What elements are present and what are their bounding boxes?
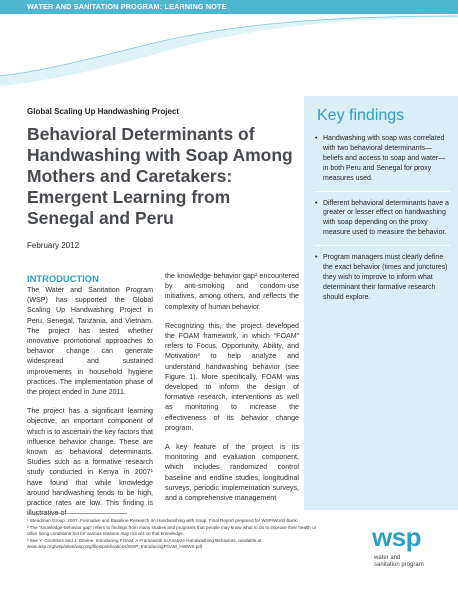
key-finding-divider <box>315 191 450 192</box>
decorative-curve <box>0 14 458 94</box>
footnotes-divider <box>27 513 127 514</box>
wsp-logo <box>370 514 450 584</box>
key-finding-text: Different behavioral determinants have a greater or lesser effect on handwashing with soap depending on the proxy measure used to measure the behavior. <box>323 199 449 237</box>
key-findings-title: Key findings <box>317 107 405 124</box>
bullet-icon: • <box>315 135 318 142</box>
logo-mark: wsp <box>372 522 422 552</box>
footnote-3: ³ See Y. Coombes and J. Devine, Introducing FOAM: A Framework to Analyze Handwashing Behaviors, available at www.wsp.org/wsp/sites/wsp.org/files/publications/WSP_IntroducingFOAM_HWWS.pdf. <box>27 538 262 549</box>
project-subheading: Global Scaling Up Handwashing Project <box>27 107 180 116</box>
introduction-paragraph-2: The project has a significant learning objective, an important component of which is to ascertain the key factors that influence behavior change. These are known as behavioral determinants. Studies such as a formative research study conducted in Kenya in 2007¹ have found that while knowledge around handwashing tends to be high, practice rates are low. This finding is <box>27 407 153 508</box>
logo-tagline-1: water and <box>374 555 401 561</box>
key-finding-item <box>315 134 450 184</box>
footnote-2: ² The “knowledge-behavior gap” refers to findings from many studies and programs that people may know what to do to improve their health or other living conditions but for various reasons may not act on that knowledge. <box>27 525 317 536</box>
column2-paragraph-1: the knowledge-behavior gap² encountered by anti-smoking and condom-use initiatives, among others, and reflects the complexity of human behavior. <box>165 272 299 311</box>
footnote-1: ¹ Steadman Group. 2007. Formative and Baseline Research on Handwashing with Soap. Final Report prepared for WSP/World Bank. <box>27 518 299 523</box>
logo-tagline-2: sanitation program <box>374 562 424 568</box>
key-finding-text: Program managers must clearly define the exact behavior (times and junctures) they wish to improve to inform what determinant their formative research should explore. <box>323 254 448 301</box>
header-label: WATER AND SANITATION PROGRAM: LEARNING NOTE <box>27 2 227 11</box>
column-1 <box>27 271 153 527</box>
key-finding-divider <box>315 245 450 246</box>
column2-paragraph-2: Recognizing this, the project developed the FOAM framework, in which “FOAM” refers to Focus, Opportunity, Ability, and Motivation³ to help analyze and understand handwashing behavior (see Figure 1). More specifically, FOAM was developed to inform the design of formative research, interventions as well as monitoring to increase the effectiveness of its behavior change program. <box>165 321 299 432</box>
key-finding-text: Handwashing with soap was correlated with two behavioral determinants—beliefs and access to soap and water—in both Peru and Senegal for proxy measures used. <box>323 135 446 182</box>
key-finding-item <box>315 253 450 303</box>
footnotes <box>27 518 323 551</box>
key-findings-list <box>315 134 450 303</box>
bullet-icon: • <box>315 199 318 207</box>
page-title: Behavioral Determinants of Handwashing with Soap Among Mothers and Caretakers: Emergent Learning from Senegal and Peru <box>27 124 293 228</box>
introduction-heading: INTRODUCTION <box>27 273 99 284</box>
column-2 <box>165 271 299 512</box>
bullet-icon: • <box>315 254 318 262</box>
key-finding-item <box>315 199 450 239</box>
publication-date: February 2012 <box>27 241 80 250</box>
column2-paragraph-3: A key feature of the project is its monitoring and evaluation component, which includes randomized control baseline and endline studies, longitudinal surveys, periodic implementation surveys, and a comprehensive management <box>165 443 299 503</box>
introduction-paragraph-1: The Water and Sanitation Program (WSP) has supported the Global Scaling Up Handwashing Project in Peru, Senegal, Tanzania, and Vietnam. The project has tested whether innovative promotional approaches to behavior change can generate widespread and sustained improvements in household hygiene practices. The implementation phase of the project ended in June 2011. <box>27 286 153 397</box>
key-findings-sidebar <box>304 96 458 510</box>
header-bar <box>0 0 458 14</box>
